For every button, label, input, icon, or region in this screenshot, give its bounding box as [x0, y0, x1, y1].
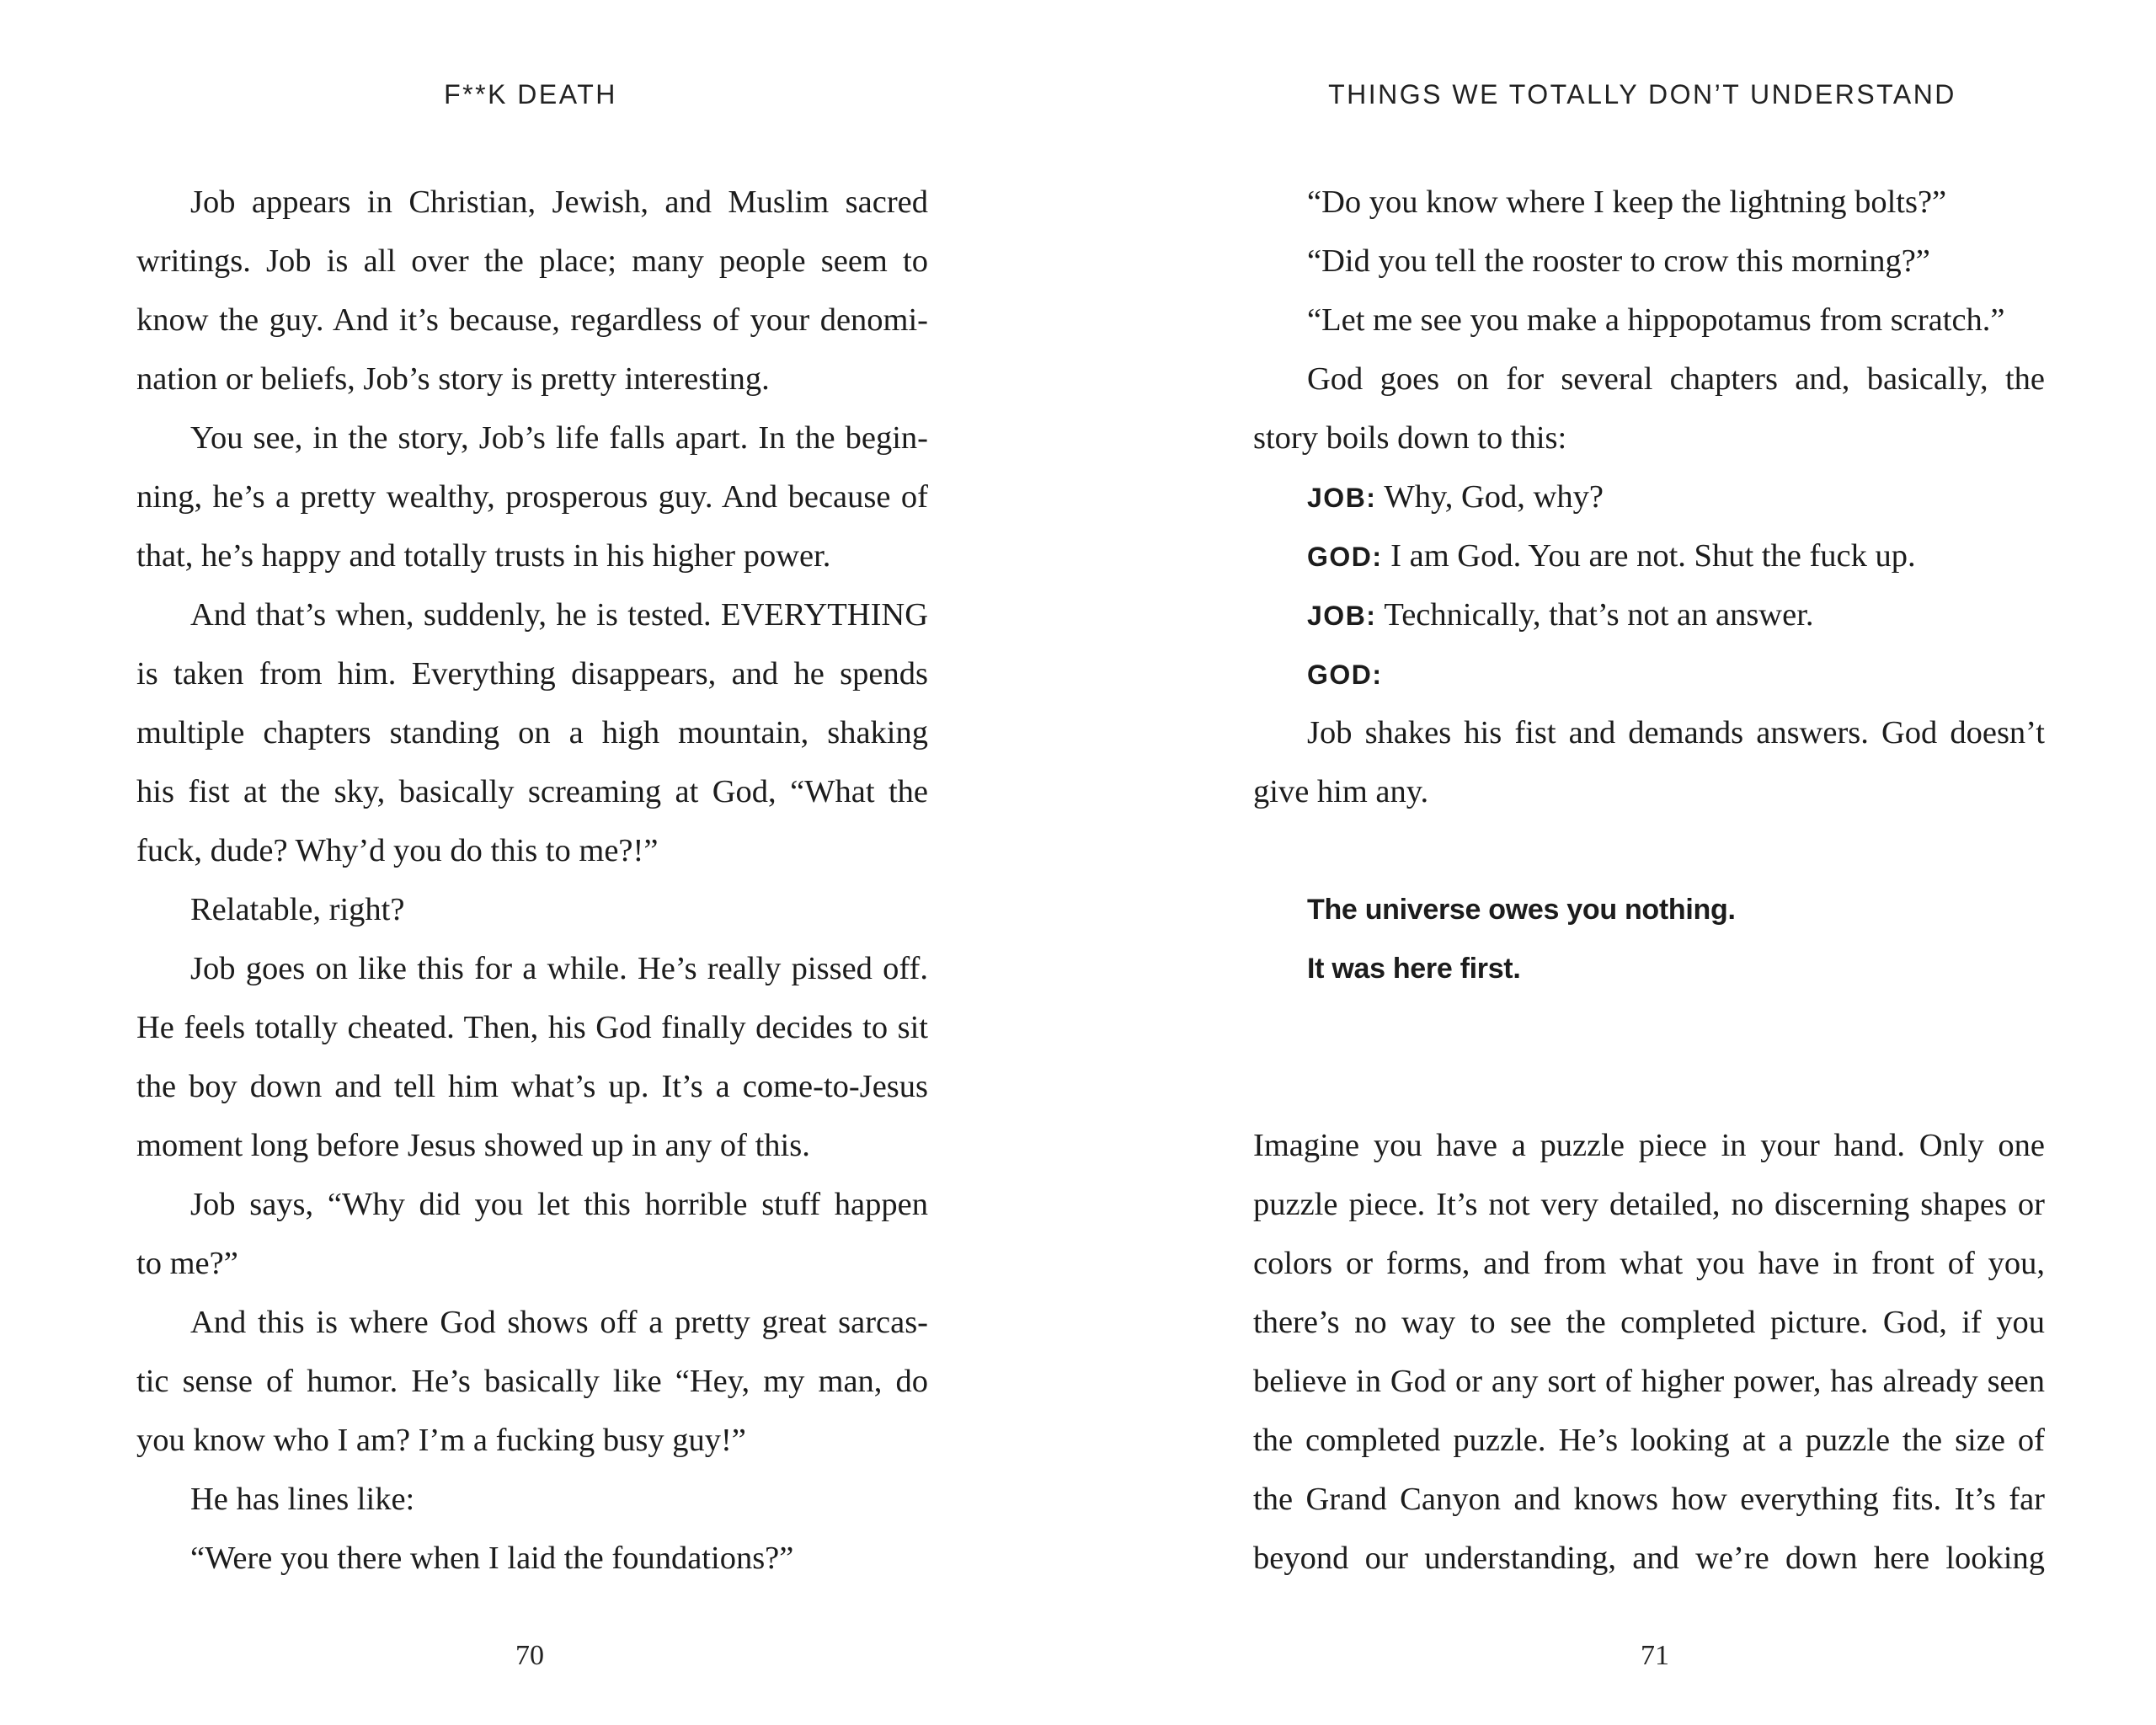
dialogue-line [1253, 644, 2045, 703]
text-line: Job goes on like this for a while. He’s really pissed off. [190, 951, 928, 986]
spacer [1253, 1057, 2045, 1116]
dialogue-speaker: GOD: [1307, 660, 1383, 690]
text-line: colors or forms, and from what you have in front of you, [1253, 1246, 2045, 1281]
left-page-body [136, 173, 928, 1588]
text-line: the Grand Canyon and knows how everything fits. It’s far [1253, 1482, 2045, 1517]
running-head-right: THINGS WE TOTALLY DON’T UNDERSTAND [1328, 79, 1956, 109]
text-line: nation or beliefs, Job’s story is pretty interesting. [136, 361, 770, 397]
dialogue-text: Why, God, why? [1384, 479, 1604, 515]
right-page [1078, 0, 2156, 1725]
text-line: And this is where God shows off a pretty great sarcas- [190, 1305, 928, 1340]
text-line: And that’s when, suddenly, he is tested. EVERYTHING [190, 597, 928, 633]
text-line: God goes on for several chapters and, basically, the [1307, 361, 2045, 397]
text-line: Imagine you have a puzzle piece in your hand. Only one [1253, 1128, 2045, 1163]
text-line: believe in God or any sort of higher power, has already seen [1253, 1364, 2045, 1399]
dialogue-line [1253, 526, 2045, 585]
dialogue-line [1253, 585, 2045, 644]
spacer [1253, 998, 2045, 1057]
text-line: moment long before Jesus showed up in any of this. [136, 1128, 810, 1163]
text-line: know the guy. And it’s because, regardless of your denomi- [136, 302, 928, 338]
text-line: He feels totally cheated. Then, his God finally decides to sit [136, 1010, 928, 1045]
text-line: You see, in the story, Job’s life falls apart. In the begin- [190, 420, 928, 456]
dialogue-text: I am God. You are not. Shut the fuck up. [1390, 538, 1916, 574]
text-line: writings. Job is all over the place; many people seem to [136, 243, 928, 279]
text-line: his fist at the sky, basically screaming at God, “What the [136, 774, 928, 809]
dialogue-text: Technically, that’s not an answer. [1384, 597, 1814, 633]
text-line: to me?” [136, 1246, 238, 1281]
text-line: beyond our understanding, and we’re down here looking [1253, 1541, 2045, 1576]
quote-line: “Let me see you make a hippopotamus from scratch.” [1307, 302, 2005, 338]
text-line: there’s no way to see the completed picture. God, if you [1253, 1305, 2045, 1340]
text-line: He has lines like: [190, 1482, 415, 1517]
dialogue-speaker: GOD: [1307, 542, 1383, 572]
dialogue-line [1253, 467, 2045, 526]
text-line: Job shakes his fist and demands answers. God doesn’t [1307, 715, 2045, 750]
text-line: fuck, dude? Why’d you do this to me?!” [136, 833, 659, 868]
running-head-left: F**K DEATH [444, 79, 617, 109]
dialogue-speaker: JOB: [1307, 601, 1377, 631]
page-number-left: 70 [515, 1640, 544, 1671]
text-line: Relatable, right? [190, 892, 405, 927]
text-line: the boy down and tell him what’s up. It’s a come-to-Jesus [136, 1069, 928, 1104]
callout-line: The universe owes you nothing. [1307, 894, 1736, 926]
text-line: story boils down to this: [1253, 420, 1567, 456]
text-line: is taken from him. Everything disappears, and he spends [136, 656, 928, 692]
page-number-right: 71 [1641, 1640, 1669, 1671]
text-line: “Were you there when I laid the foundations?” [190, 1541, 794, 1576]
quote-line: “Did you tell the rooster to crow this morning?” [1307, 243, 1930, 279]
text-line: puzzle piece. It’s not very detailed, no discerning shapes or [1253, 1187, 2045, 1222]
text-line: give him any. [1253, 774, 1429, 809]
quote-line: “Do you know where I keep the lightning bolts?” [1307, 184, 1947, 220]
text-line: multiple chapters standing on a high mountain, shaking [136, 715, 928, 750]
text-line: Job says, “Why did you let this horrible stuff happen [190, 1187, 928, 1222]
text-line: Job appears in Christian, Jewish, and Muslim sacred [190, 184, 928, 220]
dialogue-speaker: JOB: [1307, 483, 1377, 513]
callout-line: It was here first. [1307, 953, 1521, 985]
text-line: the completed puzzle. He’s looking at a puzzle the size of [1253, 1423, 2045, 1458]
spacer [1253, 821, 2045, 880]
right-page-body [1253, 173, 2045, 1588]
text-line: tic sense of humor. He’s basically like “Hey, my man, do [136, 1364, 928, 1399]
text-line: that, he’s happy and totally trusts in his higher power. [136, 538, 831, 574]
text-line: you know who I am? I’m a fucking busy guy!” [136, 1423, 746, 1458]
text-line: ning, he’s a pretty wealthy, prosperous guy. And because of [136, 479, 928, 515]
